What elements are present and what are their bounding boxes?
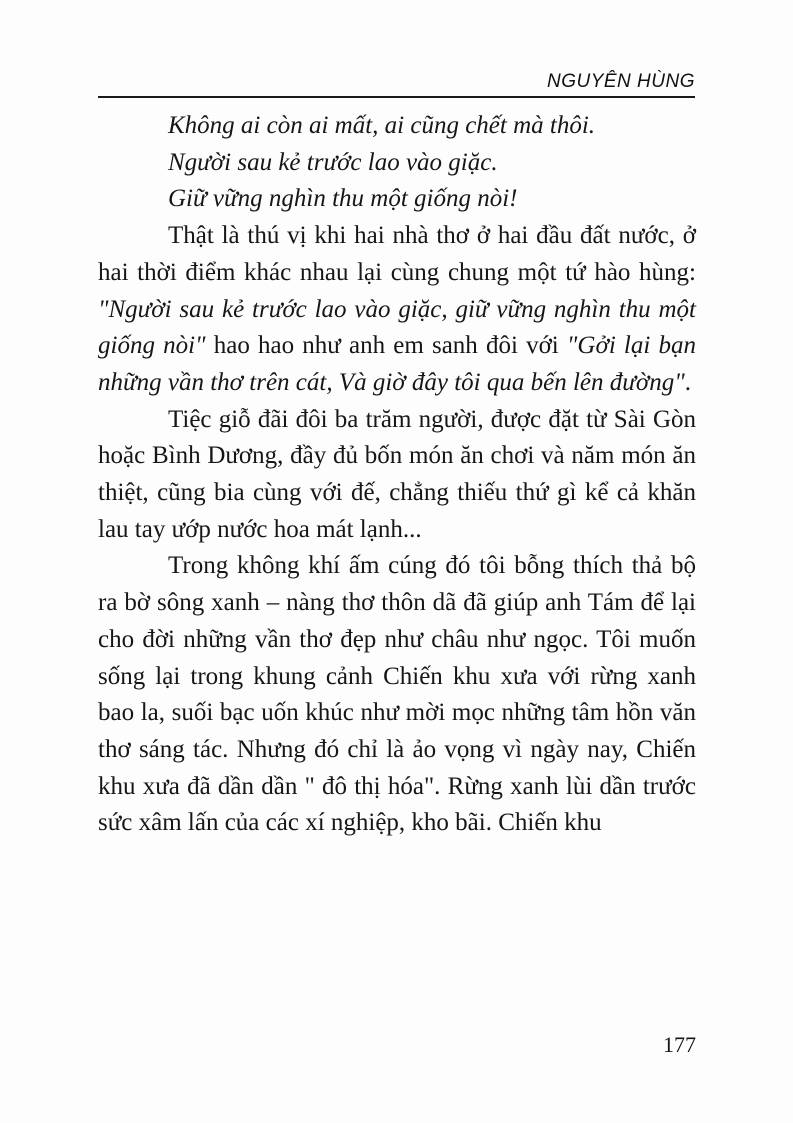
verse-line-3: Giữ vững nghìn thu một giống nòi! — [168, 185, 518, 213]
paragraph-1-text-a: Thật là thú vị khi hai nhà thơ ở hai đầu đất nước, ở hai thời điểm khác nhau lại cùng chung một tứ hào hùng: — [98, 222, 696, 286]
page-body — [98, 108, 696, 842]
paragraph-3: Trong không khí ấm cúng đó tôi bỗng thích thả bộ ra bờ sông xanh – nàng thơ thôn dã đã giúp anh Tám để lại cho đời những vần thơ đẹp như châu như ngọc. Tôi muốn sống lại trong khung cảnh Chiến khu xưa với rừng xanh bao la, suối bạc uốn khúc như mời mọc những tâm hồn văn thơ sáng tác. Nhưng đó chỉ là ảo vọng vì ngày nay, Chiến khu xưa đã dần dần " đô thị hóa". Rừng xanh lùi dần trước sức xâm lấn của các xí nghiệp, kho bãi. Chiến khu — [98, 552, 696, 837]
paragraph-1-quote-a: "Người sau kẻ trước lao vào giặc, giữ vững nghìn thu một giống nòi" — [98, 295, 696, 360]
paragraph-1-quote-b: "Gởi lại bạn những vần thơ trên cát, Và giờ đây tôi qua bến lên đường" — [98, 332, 696, 396]
verse-line-2: Người sau kẻ trước lao vào giặc. — [168, 148, 498, 176]
paragraph-2: Tiệc giỗ đãi đôi ba trăm người, được đặt từ Sài Gòn hoặc Bình Dương, đầy đủ bốn món ăn chơi và năm món ăn thiệt, cũng bia cùng với đế, chẳng thiếu thứ gì kể cả khăn lau tay ướp nước hoa mát lạnh... — [98, 405, 696, 543]
verse-line-1: Không ai còn ai mất, ai cũng chết mà thôi. — [168, 112, 596, 139]
paragraph-1-text-c: . — [684, 368, 691, 396]
paragraph-1 — [98, 218, 696, 402]
header-author: NGUYÊN HÙNG — [546, 71, 695, 92]
page-number: 177 — [663, 1032, 696, 1057]
running-header — [98, 68, 695, 98]
paragraph-1-text-b: hao hao như anh em sanh đôi với — [205, 332, 567, 360]
